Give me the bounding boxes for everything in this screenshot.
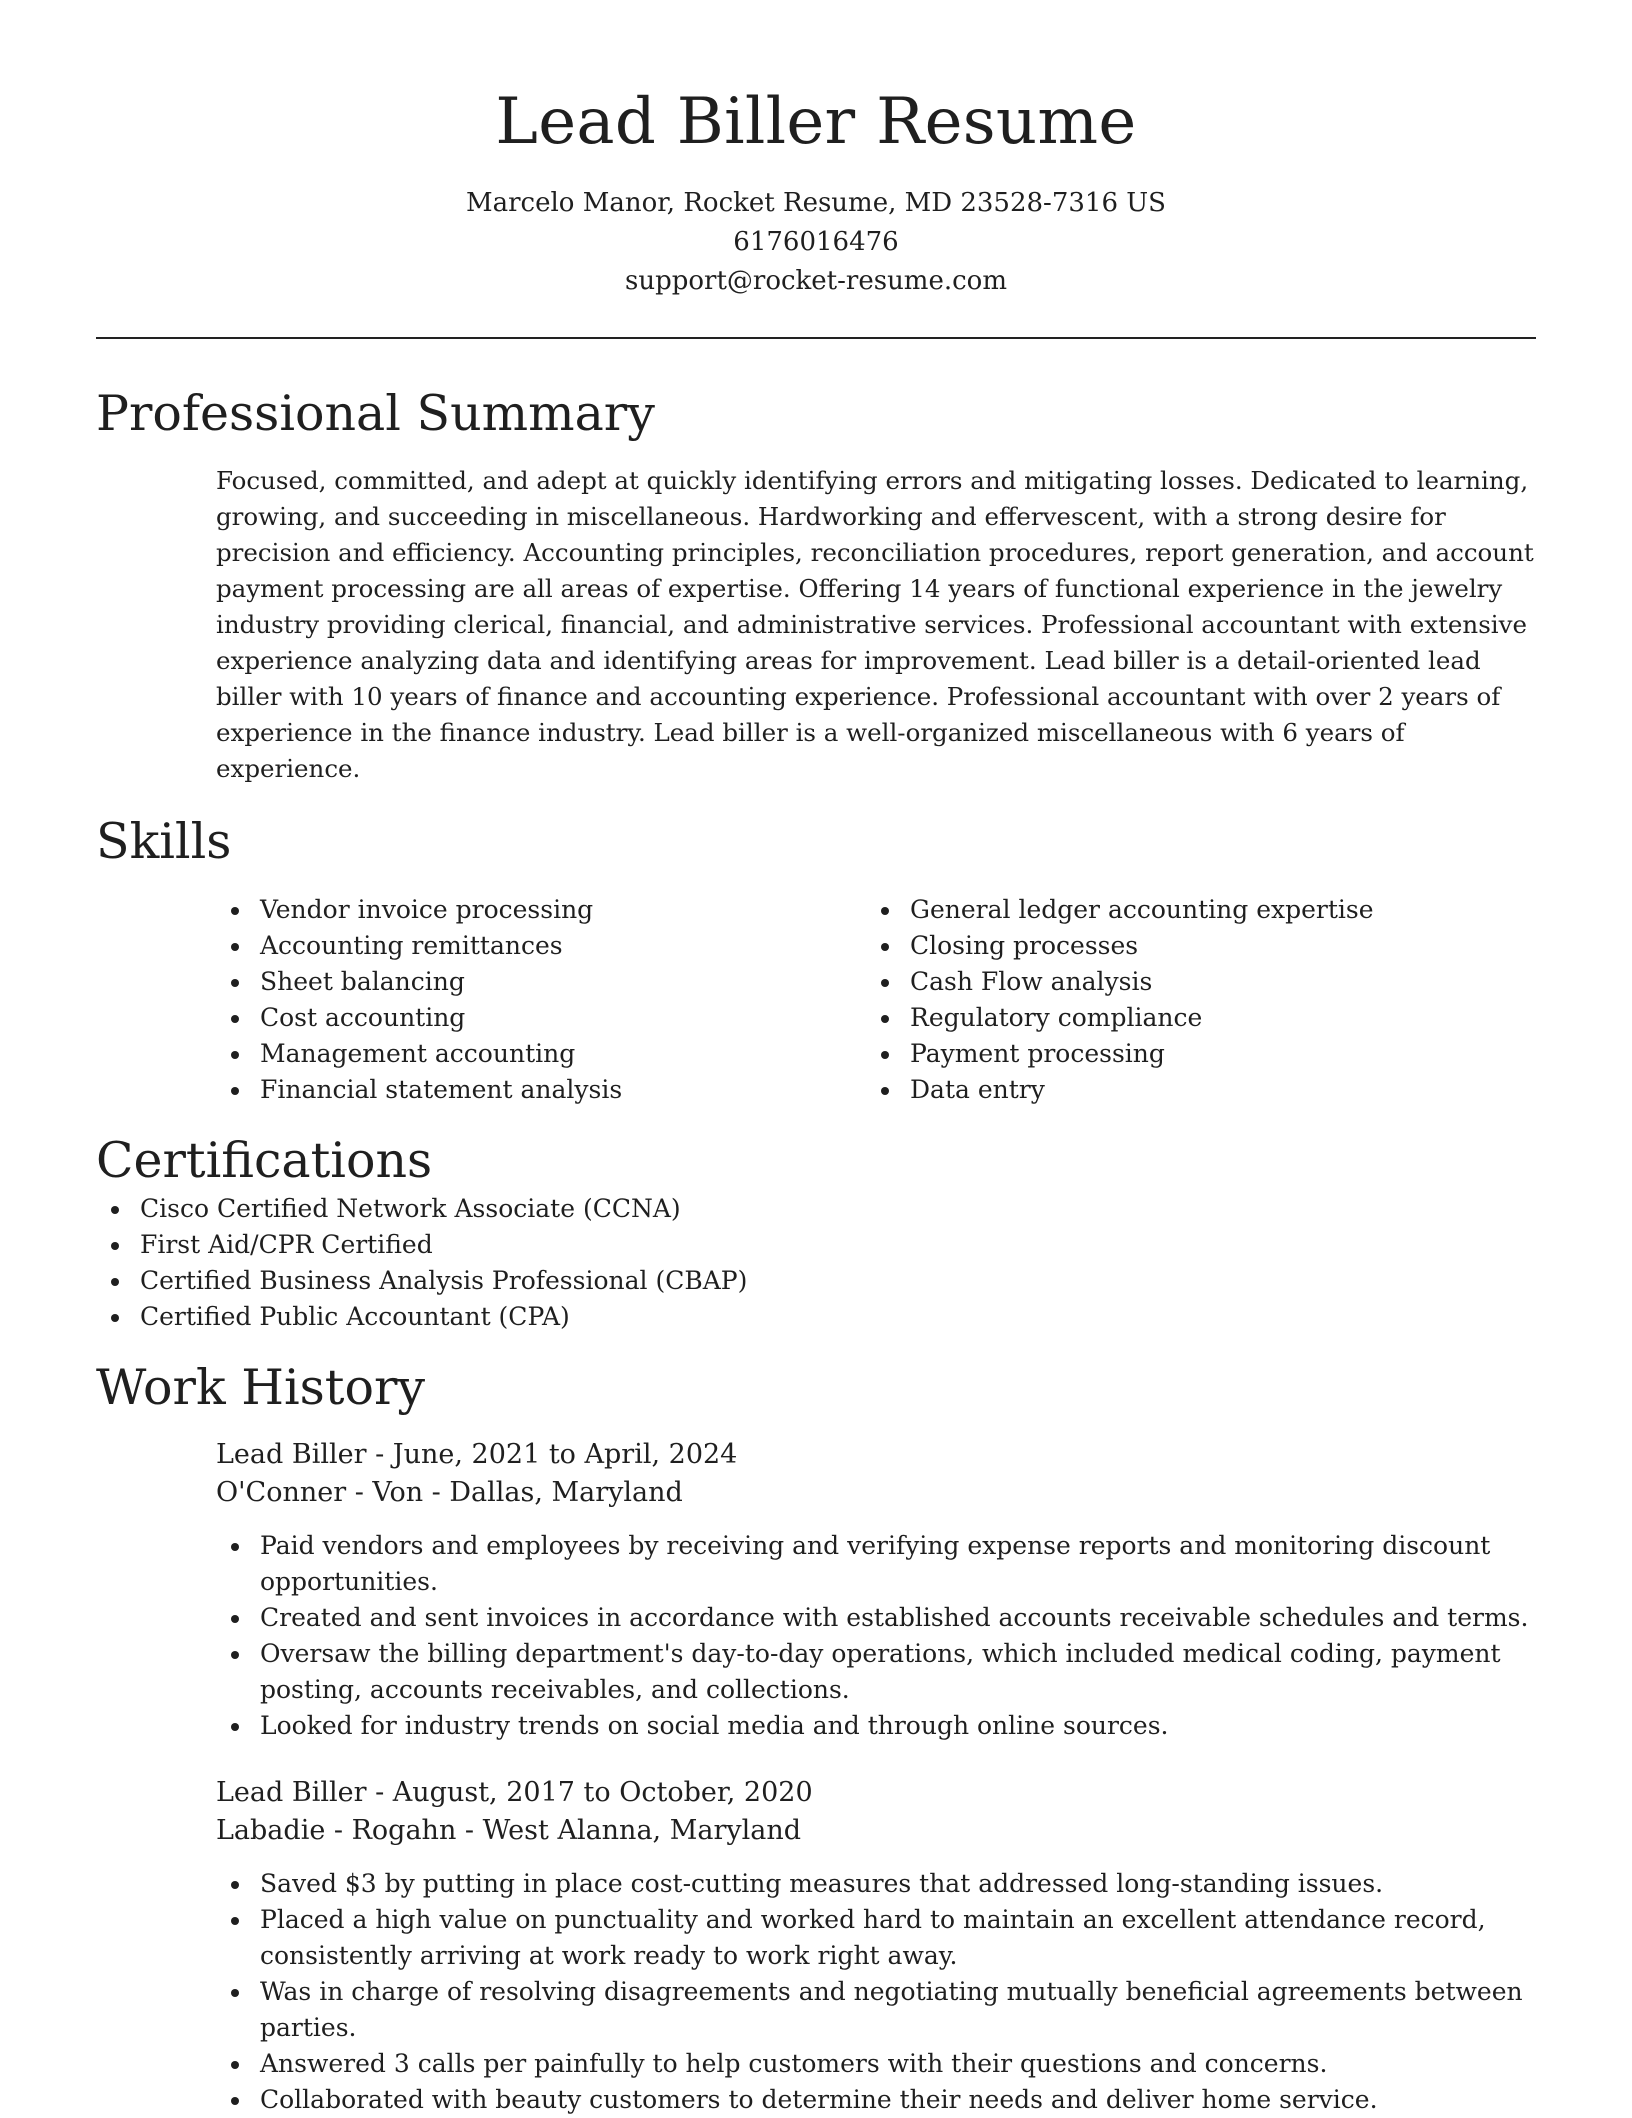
job-duties-list: [216, 1528, 1536, 1744]
job-duty-item: Answered 3 calls per painfully to help customers with their questions and concerns.: [216, 2046, 1536, 2082]
certification-item: Certified Public Accountant (CPA): [96, 1299, 1536, 1335]
contact-phone: 6176016476: [733, 226, 899, 257]
skill-item: Cash Flow analysis: [866, 964, 1516, 1000]
certification-item: Cisco Certified Network Associate (CCNA): [96, 1191, 1536, 1227]
job-duty-item: Looked for industry trends on social media and through online sources.: [216, 1708, 1536, 1744]
skills-list-right: [866, 892, 1516, 1108]
job-duties-list: [216, 1866, 1536, 2118]
job-duty-item: Collaborated with beauty customers to determine their needs and deliver home service.: [216, 2082, 1536, 2118]
skill-item: Regulatory compliance: [866, 1000, 1516, 1036]
header-divider: [96, 337, 1536, 339]
job-entry: [216, 1774, 1536, 2118]
job-entry: [216, 1436, 1536, 1744]
skills-grid: [216, 892, 1536, 1108]
skill-item: Data entry: [866, 1072, 1516, 1108]
work-history-heading: Work History: [96, 1358, 426, 1416]
job-duty-item: Saved $3 by putting in place cost-cutting measures that addressed long-standing issues.: [216, 1866, 1536, 1902]
job-title-dates: Lead Biller - June, 2021 to April, 2024: [216, 1438, 738, 1470]
skill-item: General ledger accounting expertise: [866, 892, 1516, 928]
skills-heading: Skills: [96, 813, 232, 871]
skills-list-left: [216, 892, 866, 1108]
job-duty-item: Was in charge of resolving disagreements and negotiating mutually beneficial agreements between parties.: [216, 1974, 1536, 2046]
skill-item: Management accounting: [216, 1036, 866, 1072]
skill-item: Vendor invoice processing: [216, 892, 866, 928]
summary-text: Focused, committed, and adept at quickly identifying errors and mitigating losses. Dedicated to learning, growing, and succeeding in miscellaneous. Hardworking and effervescent, with a strong desire for precision and efficiency. Accounting principles, reconciliation procedures, report generation, and account payment processing are all areas of expertise. Offering 14 years of functional experience in the jewelry industry providing clerical, financial, and administrative services. Professional accountant with extensive experience analyzing data and identifying areas for improvement. Lead biller is a detail-oriented lead biller with 10 years of finance and accounting experience. Professional accountant with over 2 years of experience in the finance industry. Lead biller is a well-organized miscellaneous with 6 years of experience.: [216, 466, 1534, 784]
certification-item: First Aid/CPR Certified: [96, 1227, 1536, 1263]
skill-item: Financial statement analysis: [216, 1072, 866, 1108]
skills-column-left: [216, 892, 866, 1108]
job-title-dates: Lead Biller - August, 2017 to October, 2020: [216, 1776, 813, 1808]
job-duty-item: Placed a high value on punctuality and worked hard to maintain an excellent attendance record, consistently arriving at work ready to work right away.: [216, 1902, 1536, 1974]
skill-item: Accounting remittances: [216, 928, 866, 964]
certifications-list: [96, 1191, 1536, 1335]
job-duty-item: Created and sent invoices in accordance with established accounts receivable schedules and terms.: [216, 1600, 1536, 1636]
contact-email: support@rocket-resume.com: [624, 265, 1007, 296]
summary-heading: Professional Summary: [96, 384, 655, 442]
job-duty-item: Paid vendors and employees by receiving and verifying expense reports and monitoring discount opportunities.: [216, 1528, 1536, 1600]
page-title: Lead Biller Resume: [495, 85, 1137, 159]
skill-item: Cost accounting: [216, 1000, 866, 1036]
job-company-location: Labadie - Rogahn - West Alanna, Maryland: [216, 1814, 802, 1846]
skill-item: Closing processes: [866, 928, 1516, 964]
skills-column-right: [866, 892, 1516, 1108]
contact-address: Marcelo Manor, Rocket Resume, MD 23528-7316 US: [465, 187, 1166, 218]
resume-header: [96, 0, 1536, 301]
skill-item: Payment processing: [866, 1036, 1516, 1072]
skill-item: Sheet balancing: [216, 964, 866, 1000]
job-company-location: O'Conner - Von - Dallas, Maryland: [216, 1476, 683, 1508]
certifications-heading: Certifications: [96, 1132, 433, 1190]
certification-item: Certified Business Analysis Professional (CBAP): [96, 1263, 1536, 1299]
job-duty-item: Oversaw the billing department's day-to-day operations, which included medical coding, payment posting, accounts receivables, and collections.: [216, 1636, 1536, 1708]
